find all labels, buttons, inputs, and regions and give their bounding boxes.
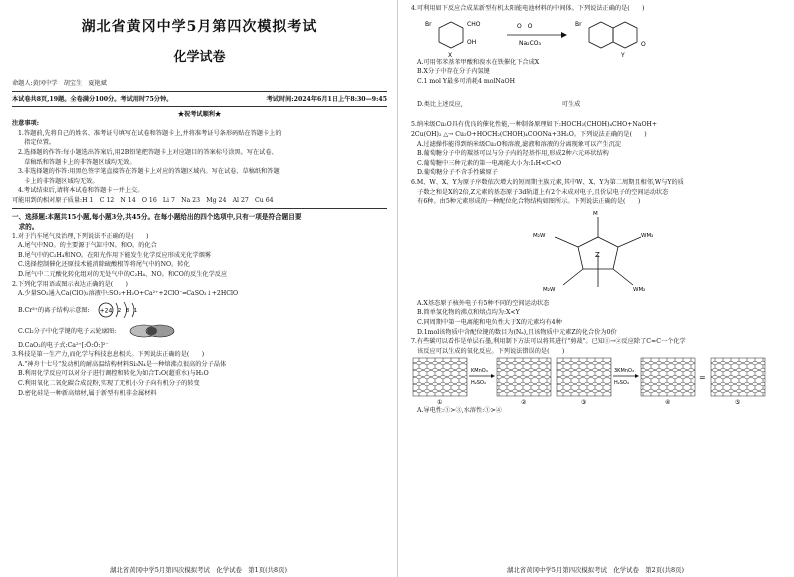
q7-label-3: ③ [581,399,587,407]
q6-stem-cont: 子数之和是X的2倍,Z元素的基态原子3d轨道上有2个未成对电子,且价层电子的空间运动状态 [411,188,669,196]
q2-option-c-row [12,321,387,341]
q7-option-a: A.导电性:①>③,水溶性:①>④ [417,407,502,415]
svg-text:M₂W: M₂W [532,232,545,239]
svg-text:1: 1 [133,307,137,314]
q7-reagent-1b: H₂SO₄ [471,380,486,387]
exam-title: 湖北省黄冈中学5月第四次模拟考试 [81,19,318,35]
q2-stem: 2.下列化学用语或图示表达正确的是( ) [12,280,128,288]
svg-text:WM₂: WM₂ [632,286,645,293]
q7-stem: 7.有些碳可以看作是单层石墨,利用制下方法可以将其进行"剪裁"。已知①→②反应除了C=C一个化学 [411,338,686,346]
svg-text:M₂W: M₂W [542,286,555,293]
q7-reagent-1: KMnO₄ [471,368,488,375]
question-6 [411,178,784,337]
q4-reaction-figure [411,14,784,58]
note-line: 草稿纸和答题卡上的非答题区域均无效。 [18,158,136,166]
q2-option-d: D.CaO₂的电子式:Ca²⁺[:Ö:Ö:]²⁻ [18,341,109,349]
q6-option: D.1mol该物质中含配位键的数目为(Nₐ),且该物质中元素Z的化合价为0价 [417,328,617,336]
reagent-bottom: Na₂CO₃ [519,39,541,47]
question-2 [12,280,387,351]
q7-reagent-2b: H₂SO₄ [614,380,629,387]
rule-top [12,91,387,92]
meta-right: 考试时间:2024年6月1日上午8:30—9:45 [266,95,387,103]
ion-structure-diagram [96,300,146,320]
q1-option: A.尾气中NO。的主要源于气缸中N。和O。的化合 [18,242,157,250]
svg-text:2: 2 [117,307,121,314]
rule-section [12,208,387,209]
svg-text:Z: Z [594,250,600,259]
question-3 [12,350,387,398]
q2-option-b: B.Cr³⁺的离子结构示意图: [18,307,90,315]
atomic-masses: 可能用到的相对原子质量:H 1 C 12 N 14 O 16 Li 7 Na 23 Mg 24 Al 27 Cu 64 [12,196,274,204]
left-footer: 湖北省黄冈中学5月第四次模拟考试 化学试卷 第1页(共8页) [110,566,287,574]
q6-stem-cont: 有6种。由5种元素形成的一种配位化合物结构如图所示。下列说法正确的是( ) [411,198,641,206]
svg-text:M: M [592,210,598,217]
q5-option: A.过滤操作能得到纳米级Cu₂O和溶液,滤液和溶液的分离现象可以产生沉淀 [417,140,622,148]
q3-option: A."神舟十七号"发动机的耐高温结构材料Si₃N₄是一种熔沸点很高的分子晶体 [18,360,227,368]
svg-text:CHO: CHO [467,20,481,28]
right-footer: 湖北省黄冈中学5月第四次模拟考试 化学试卷 第2页(共8页) [507,566,684,574]
q7-stem-cont: 该反应可以生成的氧化反应。下列说法错误的是( ) [411,347,565,355]
meta-left: 本试卷共8页,19题。全卷满分100分。考试用时75分钟。 [12,95,173,103]
svg-text:O: O [641,40,646,48]
q4-option-d-row [411,86,784,120]
q1-option: C.选择控制催化还原技术能消除硫酸根等将尾气中的NO。转化 [18,261,190,269]
q6-stem: 6.M、W、X、Y为原子序数依次增大的短周期主族元素,其中W、X、Y为第二周期且相邻,W与Y的质 [411,178,684,186]
q2-option-a: A.少量SO₂通入Ca(ClO)₂溶液中:SO₂+H₂O+Ca²⁺+2ClO⁻═CaSO₃↓+2HClO [18,290,239,298]
svg-text:Br: Br [575,20,582,28]
note-line: 指定位置。 [18,139,56,147]
q3-option: D.密化硅是一种新高熔材,属于新型有机非金属材料 [18,389,157,397]
q2-option-b-row [12,299,387,321]
q6-option: A.X基态原子核外电子有5种不同的空间运动状态 [417,299,550,307]
svg-text:8: 8 [125,307,129,314]
q7-label-4: ④ [665,399,671,407]
svg-text:+24: +24 [99,307,112,315]
q5-option: B.葡萄糖分子中的羰基可以与分子内的羟基作用,形成2种六元环状结构 [417,150,609,158]
section-heading: 一、选择题:本题共15小题,每小题3分,共45分。在每小题给出的四个选项中,只有一项是符合题目要 [12,212,302,221]
q3-option: B.利用化学反应可以对分子进行调控和转化为如合T₂O(超重水)与H₂O [18,370,209,378]
q3-stem: 3.科技是第一生产力,而化学与科技息息相关。下列说法正确的是( ) [12,351,205,359]
q7-graphene-figure [411,356,784,406]
note-line: 2.选择题的作答:每小题选出答案后,用2B铅笔把答题卡上对应题目的答案标号涂黑。写在试卷、 [18,148,278,156]
reagent-top: O O [517,22,533,30]
q5-option: C.葡萄糖中三种元素的第一电离能大小为:I₁H<C<O [417,159,562,167]
q3-option: C.利用氧化二氧化碳合成淀粉,实现了无机小分子向有机分子的转变 [18,380,200,388]
q1-option: D.尾气中二元酸化转化组对的无处气中的C₂H₄、NO。和CO的反生化学反应 [18,270,228,278]
q7-label-1: ① [437,399,443,407]
q5-stem-cont: 2Cu(OH)₂ △→ Cu₂O+HOCH₂(CHOH)₄COONa+3H₂O。下列说法正确的是( ) [411,130,647,138]
svg-text:Br: Br [425,20,432,28]
coordination-complex-diagram [523,207,673,299]
q4-option: C.1 mol Y最多可消耗4 molNaOH [417,77,515,85]
question-7 [411,337,784,416]
note-line: 4.考试结束后,请将本试卷和答题卡一并上交。 [18,187,144,195]
note-line: 3.非选择题的作答:用黑色签字笔直接答在答题卡上对应的答题区域内。写在试卷、草稿纸和答题 [18,168,280,176]
q4-stem: 4.可利用如下反应合成某新型有机太阳能电池材料的中间体。下列说法正确的是( ) [411,5,645,12]
q4-option: B.X分子中存在分子内氢键 [417,68,490,76]
label-x: X [448,51,453,58]
q1-stem: 1.对于汽车尾气及治理,下列说法不正确的是( ) [12,232,149,240]
authors: 命题人:黄冈中学 胡宝生 夏艳斌 [12,80,107,87]
q5-option: D.葡萄糖分子不含手性碳原子 [417,169,498,177]
q2-option-c: C.Cl₂分子中化学键的电子云轮廓图: [18,328,117,336]
exam-subtitle: 化学试卷 [173,50,226,65]
section-heading-cont: 求的。 [12,222,39,231]
notes-list [12,129,387,196]
rule-mid [12,106,387,107]
q7-reagent-2: 3KMnO₄ [614,368,634,375]
q6-option: C.同周期中第一电离能和电负性大于X的元素均有4种 [417,318,562,326]
q4-option-d: D.类比上述反应, 可生成 [417,100,581,108]
q4-reaction-scheme [411,14,781,58]
q1-option: B.尾气中的C₂H₄和NO。在阳光作用下能发生化学反应形成光化学烟雾 [18,251,211,259]
seal-text: ★祝考试顺利★ [177,110,222,118]
svg-text:OH: OH [467,38,477,46]
q5-stem: 5.纳米级Cu₂O具有优良的催化性能,一种制备原理如下:HOCH₂(CHOH)₄CHO+NaOH+ [411,121,658,129]
svg-text:=: = [699,373,706,383]
svg-text:WM₂: WM₂ [640,232,653,239]
q4-option: A.可用邻苯基苯甲酸和溴水在铁催化下合成X [417,58,540,66]
q7-label-5: ⑤ [735,399,741,407]
question-1 [12,232,387,280]
graphene-cutting-scheme [411,356,781,406]
q7-label-2: ② [521,399,527,407]
right-page [397,0,794,577]
note-line: 卡上的非答题区域均无效。 [18,177,99,185]
q6-complex-figure [411,207,784,299]
exam-meta [12,95,387,104]
q6-option: B.简单氢化物的沸点和熔点均为:X<Y [417,309,520,317]
label-y: Y [621,51,625,58]
electron-cloud-diagram [122,322,182,340]
notes-title: 注意事项: [12,120,40,128]
question-5 [411,120,784,178]
note-line: 1.答题前,先将自己的姓名、准考证号填写在试卷和答题卡上,并将准考证号条形码贴在答题卡上的 [18,129,282,137]
